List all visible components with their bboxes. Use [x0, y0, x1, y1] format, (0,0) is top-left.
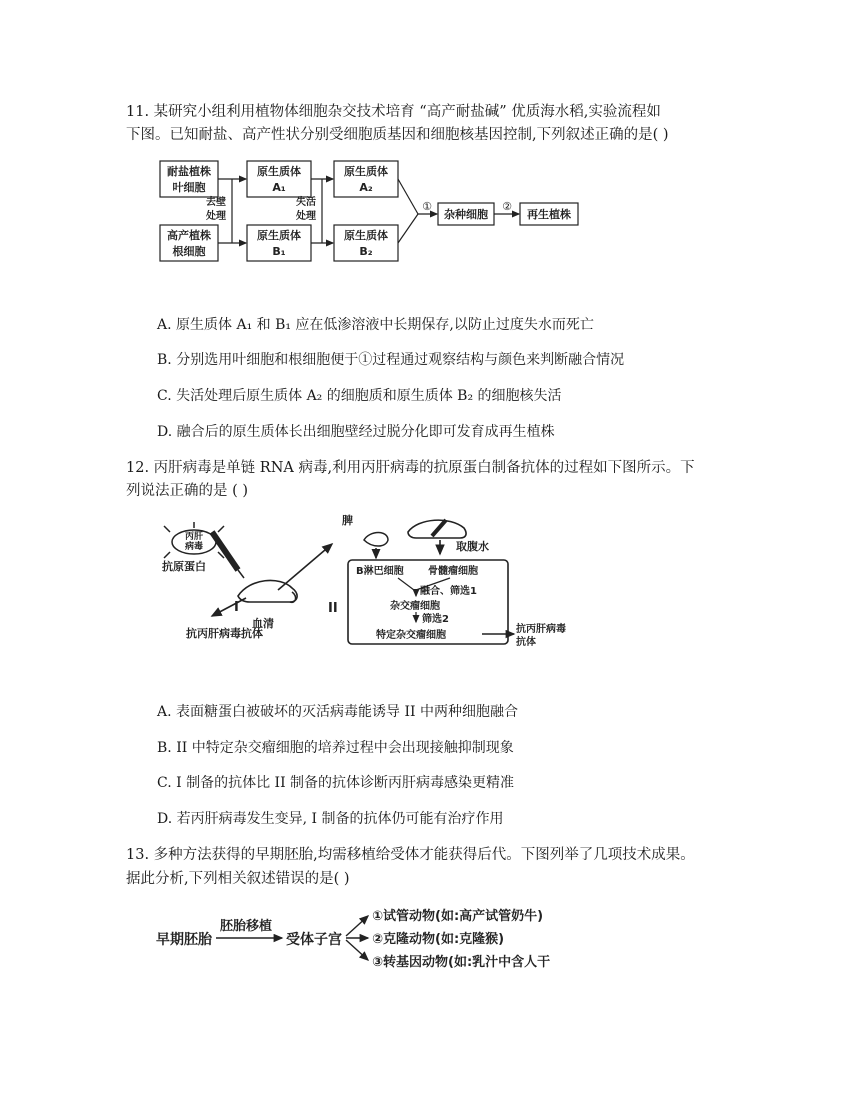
q11-option-c: C. 失活处理后原生质体 A₂ 的细胞质和原生质体 B₂ 的细胞核失活: [157, 388, 562, 404]
q12-diagram: [150, 512, 600, 662]
antibody1-label: 抗丙肝病毒抗体: [186, 627, 263, 640]
wall-removal-label-1: 去壁: [206, 197, 226, 208]
inactivation-label-2: 处理: [296, 211, 316, 222]
q13-stem-line1: 13. 多种方法获得的早期胚胎,均需移植给受体才能获得后代。下图列举了几项技术成果。: [126, 847, 695, 863]
q12-option-c: C. I 制备的抗体比 II 制备的抗体诊断丙肝病毒感染更精准: [157, 775, 515, 791]
protoplast-b1-sub: B₁: [272, 245, 286, 258]
label-II: II: [328, 601, 338, 616]
spleen-icon: [364, 533, 388, 547]
myeloma-label: 骨髓瘤细胞: [428, 566, 478, 577]
mouse-icon: [408, 520, 466, 538]
serum-label: 血清: [252, 617, 274, 630]
label-I: I: [234, 600, 239, 615]
syringe-icon: [212, 532, 244, 578]
q13-diagram: [150, 900, 600, 978]
ascites-label: 取腹水: [456, 540, 489, 553]
step1-label: ①: [422, 200, 432, 213]
q11-diagram: [150, 155, 600, 267]
protoplast-b2-label: 原生质体: [344, 229, 388, 242]
q12-option-d: D. 若丙肝病毒发生变异, I 制备的抗体仍可能有治疗作用: [157, 811, 504, 827]
fusion-label: 融合、筛选1: [420, 586, 477, 597]
q12-option-a: A. 表面糖蛋白被破坏的灭活病毒能诱导 II 中两种细胞融合: [157, 704, 518, 720]
q11-option-a: A. 原生质体 A₁ 和 B₁ 应在低渗溶液中长期保存,以防止过度失水而死亡: [157, 317, 594, 333]
leaf-cell-label: 叶细胞: [172, 181, 206, 194]
salt-plant-label: 耐盐植株: [167, 165, 211, 178]
protoplast-a1-sub: A₁: [272, 181, 286, 194]
b-cell-label: B淋巴细胞: [356, 566, 404, 577]
transfer-label: 胚胎移植: [220, 919, 273, 934]
q11-option-b: B. 分别选用叶细胞和根细胞便于①过程通过观察结构与颜色来判断融合情况: [157, 352, 625, 368]
virus-label-2: 病毒: [184, 542, 204, 552]
q11-stem-line1: 11. 某研究小组利用植物体细胞杂交技术培育 “高产耐盐碱” 优质海水稻,实验流程如: [126, 104, 661, 120]
protoplast-b1-label: 原生质体: [257, 229, 301, 242]
hybridoma-label: 杂交瘤细胞: [390, 601, 440, 612]
virus-label-1: 丙肝: [184, 532, 204, 542]
protoplast-a2-sub: A₂: [359, 181, 373, 194]
q12-stem-line1: 12. 丙肝病毒是单链 RNA 病毒,利用丙肝病毒的抗原蛋白制备抗体的过程如下图所示。下: [126, 460, 695, 476]
inactivation-label-1: 失活: [296, 197, 316, 208]
q13-stem-line2: 据此分析,下列相关叙述错误的是( ): [126, 871, 350, 887]
hybrid-cell-label: 杂种细胞: [444, 208, 488, 221]
antigen-label: 抗原蛋白: [162, 560, 206, 573]
specific-hybridoma-label: 特定杂交瘤细胞: [376, 630, 446, 641]
protoplast-a1-label: 原生质体: [257, 165, 301, 178]
root-cell-label: 根细胞: [172, 245, 206, 258]
outcome-test-tube: ①试管动物(如:高产试管奶牛): [372, 909, 544, 924]
regen-plant-label: 再生植株: [527, 208, 571, 221]
q11-option-d: D. 融合后的原生质体长出细胞壁经过脱分化即可发育成再生植株: [157, 424, 555, 440]
yield-plant-label: 高产植株: [167, 229, 211, 242]
protoplast-a2-label: 原生质体: [344, 165, 388, 178]
animal-icon: [238, 580, 297, 602]
antibody2-label-1: 抗丙肝病毒: [516, 624, 566, 635]
outcome-clone: ②克隆动物(如:克隆猴): [372, 932, 505, 947]
q11-stem-line2: 下图。已知耐盐、高产性状分别受细胞质基因和细胞核基因控制,下列叙述正确的是( ): [126, 127, 669, 143]
q12-stem-line2: 列说法正确的是 ( ): [126, 483, 249, 499]
spleen-label: 脾: [342, 514, 353, 527]
embryo-label: 早期胚胎: [156, 932, 212, 948]
antibody2-label-2: 抗体: [516, 637, 536, 648]
step2-label: ②: [502, 200, 512, 213]
uterus-label: 受体子宫: [286, 932, 342, 948]
protoplast-b2-sub: B₂: [359, 245, 373, 258]
wall-removal-label-2: 处理: [206, 211, 226, 222]
q12-option-b: B. II 中特定杂交瘤细胞的培养过程中会出现接触抑制现象: [157, 740, 514, 756]
outcome-transgenic: ③转基因动物(如:乳汁中含人干: [372, 955, 551, 970]
screen2-label: 筛选2: [422, 614, 449, 625]
